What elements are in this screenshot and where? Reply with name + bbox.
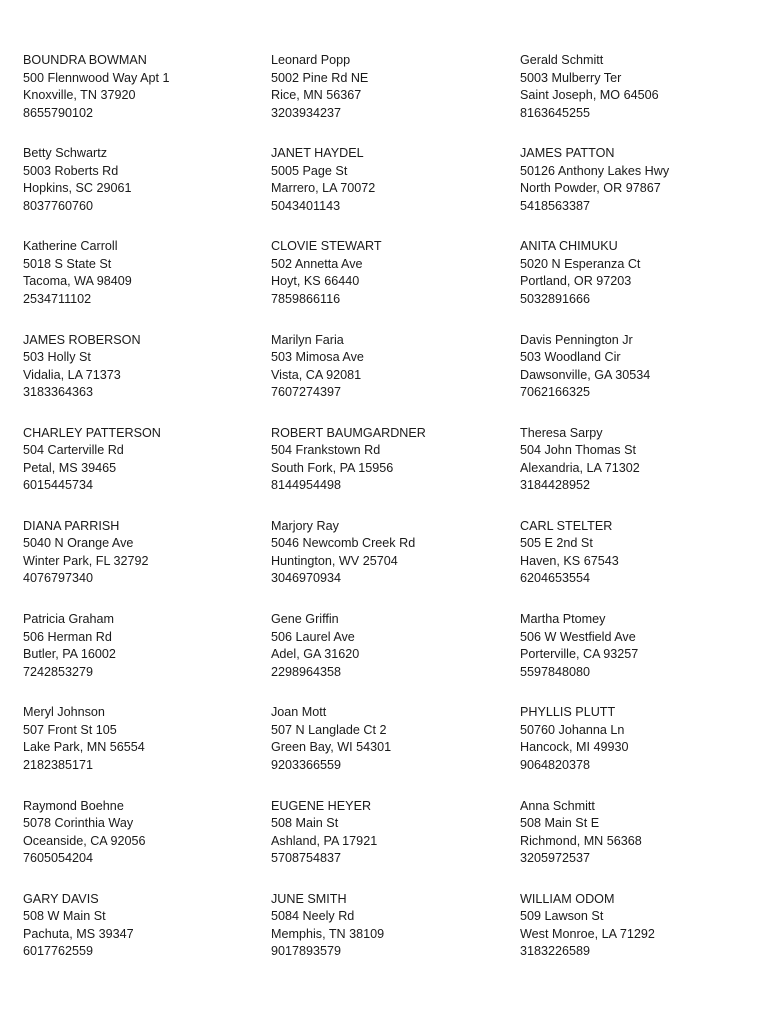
address-label: [271, 704, 520, 797]
phone-number: 7605054204: [23, 851, 94, 865]
recipient-name: Patricia Graham: [23, 612, 114, 627]
phone-number: 6017762559: [23, 944, 94, 959]
phone-number: 2182385171: [23, 757, 94, 772]
address-label: [520, 798, 763, 891]
phone-number: 7859866116: [271, 291, 341, 306]
street-address: 502 Annetta Ave: [271, 256, 363, 271]
recipient-name: Theresa Sarpy: [520, 425, 603, 440]
phone-number: 2298964358: [271, 664, 342, 679]
street-address: 503 Holly St: [23, 350, 91, 365]
phone-number: 3205972537: [520, 851, 591, 865]
address-label: [23, 704, 271, 797]
street-address: 5078 Corinthia Way: [23, 816, 134, 830]
recipient-name: Raymond Boehne: [23, 798, 124, 813]
city-state-zip: Memphis, TN 38109: [271, 926, 385, 941]
phone-number: 8163645255: [520, 105, 591, 120]
phone-number: 5708754837: [271, 851, 342, 865]
phone-number: 5043401143: [271, 198, 341, 213]
recipient-name: Meryl Johnson: [23, 705, 105, 720]
address-label: [271, 611, 520, 704]
street-address: 509 Lawson St: [520, 909, 604, 924]
street-address: 504 Frankstown Rd: [271, 443, 381, 458]
phone-number: 7242853279: [23, 664, 94, 679]
phone-number: 8655790102: [23, 105, 94, 120]
street-address: 5002 Pine Rd NE: [271, 70, 369, 85]
address-label: [520, 332, 763, 425]
street-address: 508 Main St E: [520, 816, 600, 830]
phone-number: 9017893579: [271, 944, 342, 959]
street-address: 5003 Mulberry Ter: [520, 70, 622, 85]
phone-number: 3203934237: [271, 105, 342, 120]
phone-number: 6015445734: [23, 478, 94, 493]
phone-number: 7062166325: [520, 385, 591, 400]
phone-number: 7607274397: [271, 385, 342, 400]
city-state-zip: West Monroe, LA 71292: [520, 926, 655, 941]
address-label: [520, 52, 763, 145]
address-label: [23, 145, 271, 238]
city-state-zip: Huntington, WV 25704: [271, 553, 398, 568]
phone-number: 3183364363: [23, 385, 94, 400]
address-label: [520, 238, 763, 331]
address-label: [271, 891, 520, 984]
street-address: 506 W Westfield Ave: [520, 629, 636, 644]
recipient-name: CLOVIE STEWART: [271, 239, 382, 254]
city-state-zip: Saint Joseph, MO 64506: [520, 88, 659, 102]
address-label: [520, 704, 763, 797]
address-label: [271, 518, 520, 611]
address-label: [23, 518, 271, 611]
city-state-zip: Green Bay, WI 54301: [271, 740, 392, 755]
street-address: 5018 S State St: [23, 256, 112, 271]
city-state-zip: Ashland, PA 17921: [271, 833, 378, 848]
recipient-name: JAMES PATTON: [520, 146, 615, 161]
recipient-name: GARY DAVIS: [23, 891, 99, 906]
address-label: [271, 332, 520, 425]
city-state-zip: Alexandria, LA 71302: [520, 460, 640, 475]
address-label: [23, 798, 271, 891]
address-label: [520, 891, 763, 984]
phone-number: 8144954498: [271, 478, 342, 493]
recipient-name: Gene Griffin: [271, 612, 339, 627]
recipient-name: Anna Schmitt: [520, 798, 595, 813]
address-label: [520, 611, 763, 704]
phone-number: 3183226589: [520, 944, 591, 959]
recipient-name: BOUNDRA BOWMAN: [23, 53, 147, 67]
street-address: 505 E 2nd St: [520, 536, 593, 551]
recipient-name: Marjory Ray: [271, 518, 339, 533]
city-state-zip: Adel, GA 31620: [271, 647, 360, 662]
phone-number: 6204653554: [520, 571, 591, 586]
address-label: [271, 238, 520, 331]
street-address: 500 Flennwood Way Apt 1: [23, 70, 170, 85]
address-label: [271, 425, 520, 518]
recipient-name: Martha Ptomey: [520, 612, 606, 627]
street-address: 507 N Langlade Ct 2: [271, 722, 387, 737]
street-address: 5020 N Esperanza Ct: [520, 256, 641, 271]
street-address: 503 Mimosa Ave: [271, 350, 364, 365]
address-label: [23, 238, 271, 331]
recipient-name: JUNE SMITH: [271, 891, 347, 906]
recipient-name: ANITA CHIMUKU: [520, 239, 618, 254]
city-state-zip: Oceanside, CA 92056: [23, 833, 146, 848]
address-label: [23, 425, 271, 518]
phone-number: 5597848080: [520, 664, 591, 679]
city-state-zip: Petal, MS 39465: [23, 460, 117, 475]
recipient-name: JANET HAYDEL: [271, 146, 364, 161]
recipient-name: Gerald Schmitt: [520, 53, 604, 67]
recipient-name: Joan Mott: [271, 705, 327, 720]
city-state-zip: Vidalia, LA 71373: [23, 367, 121, 382]
recipient-name: ROBERT BAUMGARDNER: [271, 425, 426, 440]
phone-number: 3046970934: [271, 571, 342, 586]
street-address: 5003 Roberts Rd: [23, 163, 119, 178]
street-address: 506 Laurel Ave: [271, 629, 355, 644]
city-state-zip: Haven, KS 67543: [520, 553, 619, 568]
phone-number: 3184428952: [520, 478, 591, 493]
recipient-name: Leonard Popp: [271, 53, 351, 67]
city-state-zip: Hancock, MI 49930: [520, 740, 629, 755]
phone-number: 2534711102: [23, 291, 92, 306]
recipient-name: Katherine Carroll: [23, 239, 118, 254]
phone-number: 5032891666: [520, 291, 591, 306]
phone-number: 4076797340: [23, 571, 94, 586]
street-address: 50760 Johanna Ln: [520, 722, 625, 737]
street-address: 5084 Neely Rd: [271, 909, 355, 924]
city-state-zip: Hoyt, KS 66440: [271, 274, 360, 289]
address-label: [271, 52, 520, 145]
street-address: 507 Front St 105: [23, 722, 117, 737]
city-state-zip: Rice, MN 56367: [271, 88, 362, 102]
address-label: [271, 145, 520, 238]
phone-number: 8037760760: [23, 198, 94, 213]
city-state-zip: Tacoma, WA 98409: [23, 274, 132, 289]
street-address: 503 Woodland Cir: [520, 350, 621, 365]
recipient-name: EUGENE HEYER: [271, 798, 372, 813]
phone-number: 5418563387: [520, 198, 591, 213]
city-state-zip: South Fork, PA 15956: [271, 460, 394, 475]
street-address: 50126 Anthony Lakes Hwy: [520, 163, 670, 178]
address-label: [23, 611, 271, 704]
city-state-zip: Richmond, MN 56368: [520, 833, 642, 848]
recipient-name: CHARLEY PATTERSON: [23, 425, 161, 440]
city-state-zip: Knoxville, TN 37920: [23, 88, 136, 102]
recipient-name: PHYLLIS PLUTT: [520, 705, 616, 720]
address-label: [23, 332, 271, 425]
city-state-zip: Portland, OR 97203: [520, 274, 632, 289]
street-address: 5005 Page St: [271, 163, 348, 178]
street-address: 504 John Thomas St: [520, 443, 636, 458]
city-state-zip: Hopkins, SC 29061: [23, 181, 132, 196]
street-address: 506 Herman Rd: [23, 629, 112, 644]
street-address: 504 Carterville Rd: [23, 443, 124, 458]
city-state-zip: Porterville, CA 93257: [520, 647, 639, 662]
recipient-name: Marilyn Faria: [271, 332, 344, 347]
recipient-name: Davis Pennington Jr: [520, 332, 633, 347]
recipient-name: Betty Schwartz: [23, 146, 107, 161]
city-state-zip: Winter Park, FL 32792: [23, 553, 149, 568]
street-address: 5040 N Orange Ave: [23, 536, 134, 551]
address-label: [520, 518, 763, 611]
street-address: 508 Main St: [271, 816, 339, 830]
city-state-zip: Butler, PA 16002: [23, 647, 116, 662]
recipient-name: DIANA PARRISH: [23, 518, 120, 533]
address-label: [520, 425, 763, 518]
address-label: [23, 52, 271, 145]
recipient-name: JAMES ROBERSON: [23, 332, 141, 347]
street-address: 5046 Newcomb Creek Rd: [271, 536, 416, 551]
phone-number: 9064820378: [520, 757, 591, 772]
city-state-zip: Marrero, LA 70072: [271, 181, 376, 196]
city-state-zip: North Powder, OR 97867: [520, 181, 661, 196]
city-state-zip: Vista, CA 92081: [271, 367, 362, 382]
address-label: [520, 145, 763, 238]
phone-number: 9203366559: [271, 757, 342, 772]
recipient-name: CARL STELTER: [520, 518, 613, 533]
city-state-zip: Lake Park, MN 56554: [23, 740, 145, 755]
recipient-name: WILLIAM ODOM: [520, 891, 615, 906]
street-address: 508 W Main St: [23, 909, 106, 924]
city-state-zip: Dawsonville, GA 30534: [520, 367, 651, 382]
address-label-sheet: [23, 52, 763, 984]
city-state-zip: Pachuta, MS 39347: [23, 926, 134, 941]
address-label: [23, 891, 271, 984]
address-label: [271, 798, 520, 891]
